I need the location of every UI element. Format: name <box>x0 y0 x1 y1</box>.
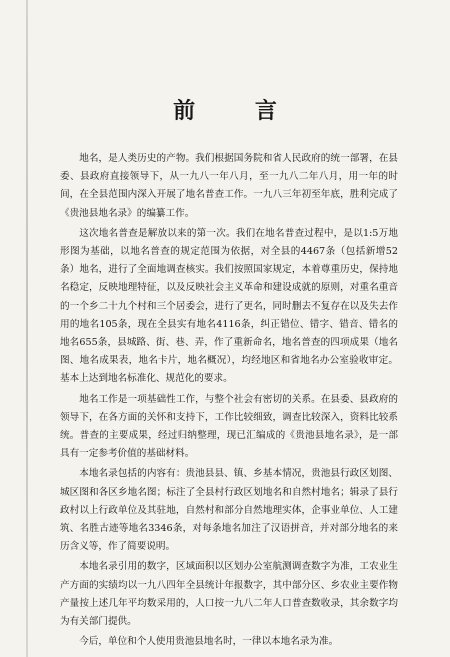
paragraph: 今后，单位和个人使用贵池县地名时，一律以本地名录为准。 <box>79 636 339 648</box>
paragraph: 地名，是人类历史的产物。我们根据国务院和省人民政府的统一部署，在县委、县政府直接领导下，从一九八一年八月，至一九八二年八月，用一年的时间，在全县范围内深入开展了地名普查工作。一九八三年初至年底，胜利完成了《贵池县地名录》的编纂工作。 <box>60 153 398 219</box>
paragraph: 本地名录引用的数字，区域面积以区划办公室航测调查数字为准，工农业生产方面的实绩均以一九八四年全县统计年报数字，其中部分区、乡农业主要作物产量按上述几年平均数采用的，人口按一九八二年人口普查数收录，其余数字均为有关部门提供。 <box>60 561 398 628</box>
paragraph: 地名工作是一项基础性工作，与整个社会有密切的关系。在县委、县政府的领导下，在各方面的关怀和支持下，工作比较细致，调查比较深入，资料比较系统。普查的主要成果，经过归纳整理，现已汇编成的《贵池县地名录》，是一部具有一定参考价值的基础材料。 <box>60 393 398 460</box>
paragraph: 本地名录包括的内容有：贵池县县、镇、乡基本情况，贵池县行政区划图、城区图和各区乡地名图；标注了全县村行政区划地名和自然村地名；辑录了县行政村以上行政单位及其驻地，自然村和部分自然地理实体，企事业单位、人工建筑、名胜古迹等地名3346条，对每条地名加注了汉语拼音，并对部分地名的来历含义等，作了简要说明。 <box>60 468 398 553</box>
page-title: 前 言 <box>173 98 303 124</box>
paragraph: 这次地名普查是解放以来的第一次。我们在地名普查过程中，是以1:5万地形图为基础，以地名普查的规定范围为依据，对全县的4467条（包括新增52条）地名，进行了全面地调查核实。我们按照国家规定，本着尊重历史，保持地名稳定，反映地理特征，以及反映社会主义革命和建设成就的原则，对重名重音的一个乡二十九个村和三个居委会，进行了更名，同时删去不复存在以及失去作用的地名105条，现在全县实有地名4116条，纠正错位、错字、错音、错名的地名655条，县城路、街、巷、弄，作了重新命名，地名普查的四项成果（地名图、地名成果表，地名卡片，地名概况），均经地区和省地名办公室验收审定。基本上达到地名标准化、规范化的要求。 <box>60 227 398 385</box>
preface-body <box>60 150 398 653</box>
